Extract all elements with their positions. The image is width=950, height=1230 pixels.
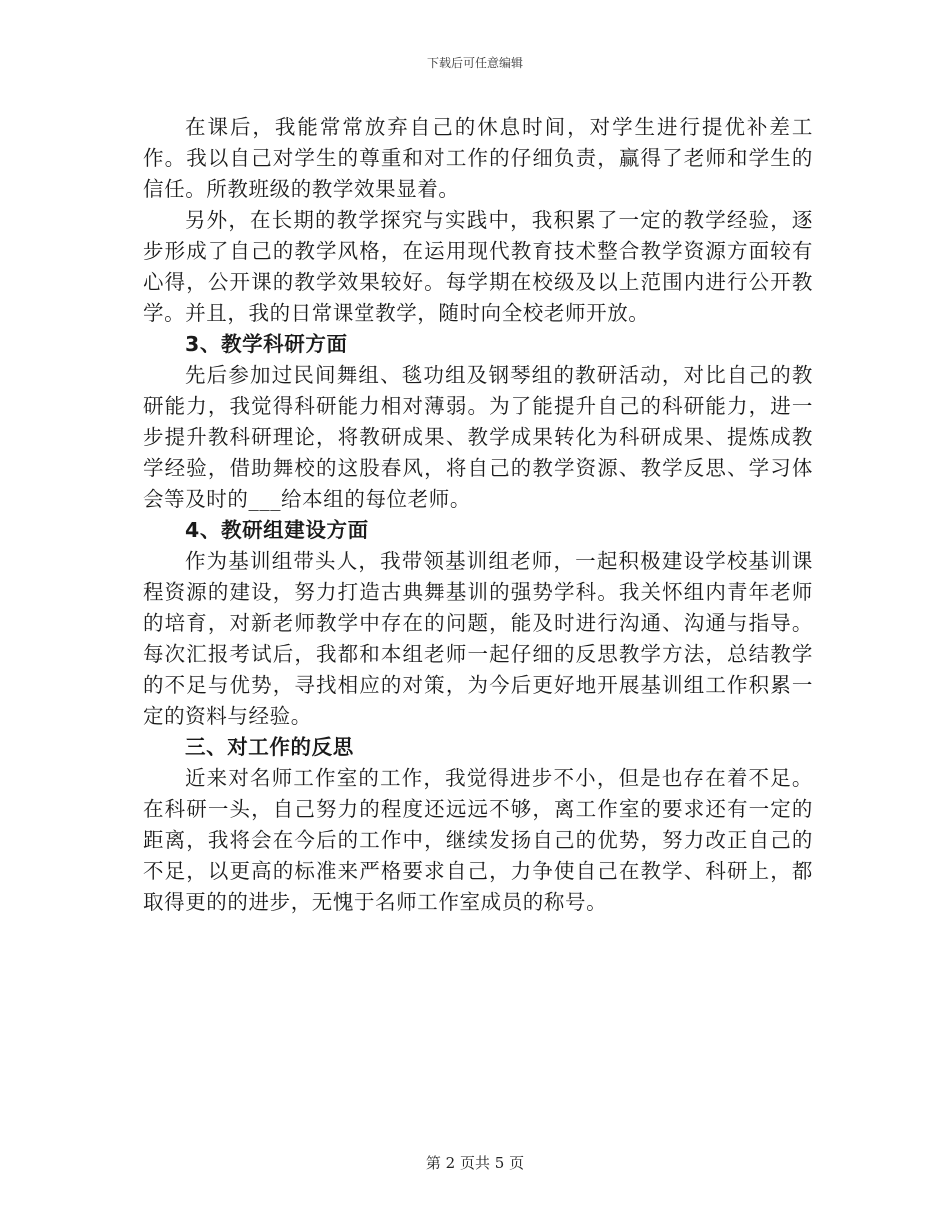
paragraph-research: 先后参加过民间舞组、毯功组及钢琴组的教研活动，对比自己的教研能力，我觉得科研能力相对薄弱。为了能提升自己的科研能力，进一步提升教科研理论，将教研成果、教学成果转化为科研成果、提炼成教学经验，借助舞校的这股春风，将自己的教学资源、教学反思、学习体会等及时的___给本组的每位老师。 <box>143 363 813 511</box>
paragraph-teaching-style: 另外，在长期的教学探究与实践中，我积累了一定的教学经验，逐步形成了自己的教学风格，在运用现代教育技术整合教学资源方面较有心得，公开课的教学效果较好。每学期在校级及以上范围内进行公开教学。并且，我的日常课堂教学，随时向全校老师开放。 <box>143 208 813 325</box>
section-heading-research: 3、教学科研方面 <box>185 332 348 356</box>
paragraph-reflection: 近来对名师工作室的工作，我觉得进步不小，但是也存在着不足。在科研一头，自己努力的程度还远远不够，离工作室的要求还有一定的距离，我将会在今后的工作中，继续发扬自己的优势，努力改正自己的不足，以更高的标准来严格要求自己，力争使自己在教学、科研上，都取得更的的进步，无愧于名师工作室成员的称号。 <box>143 766 813 914</box>
section-heading-reflection: 三、对工作的反思 <box>185 735 354 759</box>
section-heading-group-building: 4、教研组建设方面 <box>185 518 369 542</box>
page-header: 下载后可任意编辑 <box>426 56 523 70</box>
page-number-footer: 第 2 页共 5 页 <box>425 1154 525 1172</box>
paragraph-after-class: 在课后，我能常常放弃自己的休息时间，对学生进行提优补差工作。我以自己对学生的尊重和对工作的仔细负责，赢得了老师和学生的信任。所教班级的教学效果显着。 <box>143 115 813 201</box>
document-body <box>143 112 813 918</box>
paragraph-group-building: 作为基训组带头人，我带领基训组老师，一起积极建设学校基训课程资源的建设，努力打造古典舞基训的强势学科。我关怀组内青年老师的培育，对新老师教学中存在的问题，能及时进行沟通、沟通与指导。每次汇报考试后，我都和本组老师一起仔细的反思教学方法，总结教学的不足与优势，寻找相应的对策，为今后更好地开展基训组工作积累一定的资料与经验。 <box>143 549 813 728</box>
